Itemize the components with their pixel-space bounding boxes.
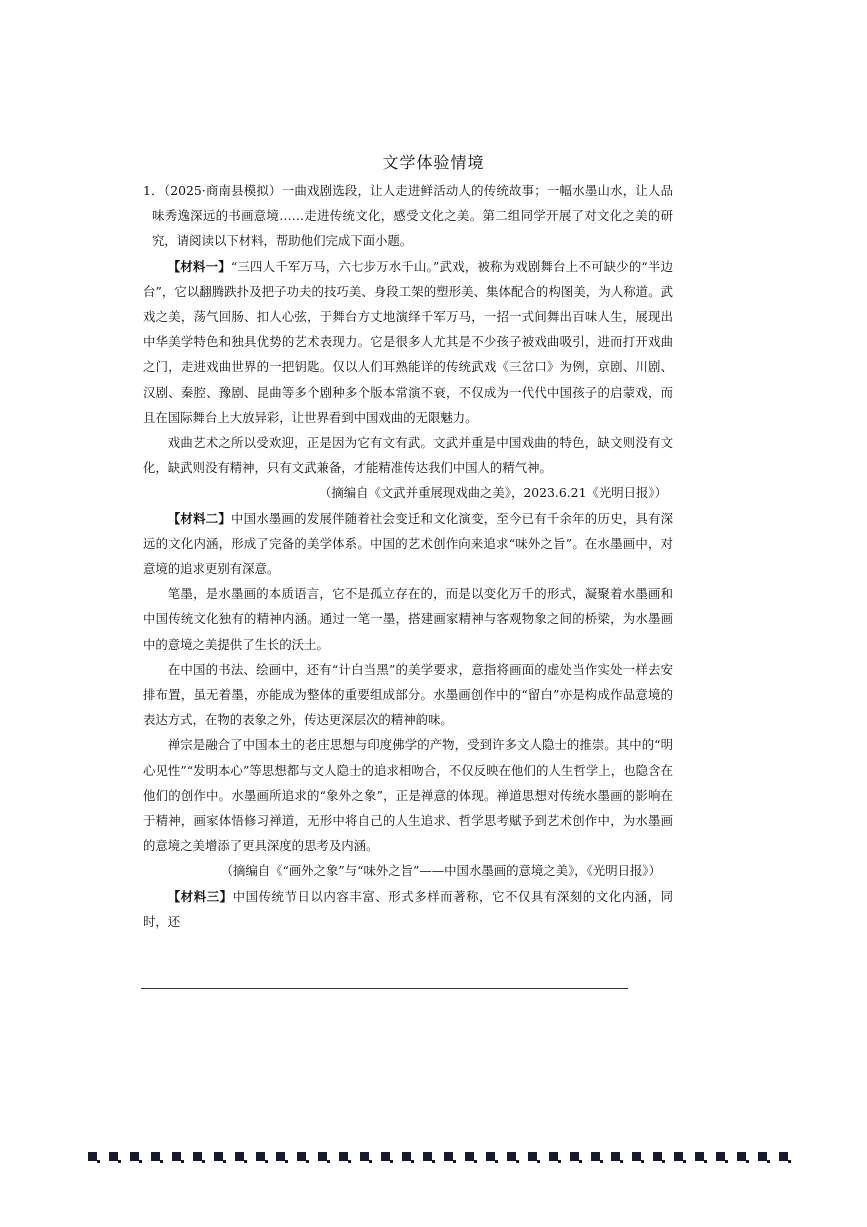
footer-mark <box>130 1152 139 1161</box>
footer-mark <box>611 1152 620 1161</box>
footer-mark <box>653 1152 662 1161</box>
footer-mark <box>297 1152 306 1161</box>
footer-mark <box>486 1152 495 1161</box>
footer-mark <box>151 1152 160 1161</box>
footer-mark <box>528 1152 537 1161</box>
material2-label: 【材料二】 <box>167 510 231 526</box>
material2-text-1: 中国水墨画的发展伴随着社会变迁和文化演变，至今已有千余年的历史，具有深远的文化内涵，形成了完备的美学体系。中国的艺术创作向来追求“味外之旨”。在水墨画中，对意境的追求更别有深意。 <box>143 510 674 577</box>
material3-paragraph-1 <box>143 884 673 934</box>
footer-mark <box>716 1152 725 1161</box>
footer-mark <box>674 1152 683 1161</box>
question-number: 1． <box>143 183 164 198</box>
footer-mark <box>193 1152 202 1161</box>
footer-mark <box>570 1152 579 1161</box>
footer-mark <box>423 1152 432 1161</box>
answer-line <box>141 988 628 989</box>
footer-mark <box>172 1152 181 1161</box>
footer-mark <box>507 1152 516 1161</box>
footer-mark <box>360 1152 369 1161</box>
footer-mark <box>591 1152 600 1161</box>
material3-label: 【材料三】 <box>167 888 233 904</box>
footer-mark <box>339 1152 348 1161</box>
question-intro <box>143 178 673 254</box>
material1-paragraph-2: 戏曲艺术之所以受欢迎，正是因为它有文有武。文武并重是中国戏曲的特色，缺文则没有文化，缺武则没有精神，只有文武兼备，才能精准传达我们中国人的精气神。 <box>143 435 673 476</box>
footer-mark <box>214 1152 223 1161</box>
footer-mark <box>695 1152 704 1161</box>
footer-mark <box>318 1152 327 1161</box>
material2-paragraph-3: 在中国的书法、绘画中，还有“计白当黑”的美学要求，意指将画面的虚处当作实处一样去安排布置，虽无着墨，亦能成为整体的重要组成部分。水墨画创作中的“留白”亦是构成作品意境的表达方式，在物的表象之外，传达更深层次的精神韵味。 <box>143 661 673 728</box>
document-body <box>143 178 673 934</box>
footer-mark <box>235 1152 244 1161</box>
material3-text-1: 中国传统节日以内容丰富、形式多样而著称，它不仅具有深刻的文化内涵，同时，还 <box>143 888 673 929</box>
footer-mark <box>632 1152 641 1161</box>
question-intro-text: （2025·商南县模拟）一曲戏剧选段，让人走进鲜活动人的传统故事；一幅水墨山水，让人品味秀逸深远的书画意境……走进传统文化，感受文化之美。第二组同学开展了对文化之美的研究，请阅读以下材料，帮助他们完成下面小题。 <box>152 183 673 249</box>
material1-source: （摘编自《文武并重展现戏曲之美》，2023.6.21《光明日报》） <box>318 485 667 501</box>
material1-label: 【材料一】 <box>167 258 231 274</box>
page-footer-decoration <box>88 1152 788 1164</box>
material2-paragraph-4: 禅宗是融合了中国本土的老庄思想与印度佛学的产物，受到许多文人隐士的推崇。其中的“明心见性”“发明本心”等思想都与文人隐士的追求相吻合，不仅反映在他们的人生哲学上，也隐含在他们的创作中。水墨画所追求的“象外之象”，正是禅意的体现。禅道思想对传统水墨画的影响在于精神，画家体悟修习禅道，无形中将自己的人生追求、哲学思考赋予到艺术创作中，为水墨画的意境之美增添了更具深度的思考及内涵。 <box>143 737 673 854</box>
footer-mark <box>758 1152 767 1161</box>
footer-mark <box>381 1152 390 1161</box>
material2-paragraph-2: 笔墨，是水墨画的本质语言，它不是孤立存在的，而是以变化万千的形式，凝聚着水墨画和中国传统文化独有的精神内涵。通过一笔一墨，搭建画家精神与客观物象之间的桥梁，为水墨画中的意境之美提供了生长的沃土。 <box>143 586 673 652</box>
footer-mark <box>465 1152 474 1161</box>
material2-paragraph-1 <box>143 506 673 582</box>
footer-mark <box>549 1152 558 1161</box>
material2-source: （摘编自《“画外之象”与“味外之旨”——中国水墨画的意境之美》，《光明日报》） <box>220 863 661 879</box>
footer-mark <box>402 1152 411 1161</box>
footer-mark <box>109 1152 118 1161</box>
footer-mark <box>444 1152 453 1161</box>
page-title: 文学体验情境 <box>382 153 485 172</box>
footer-mark <box>737 1152 746 1161</box>
footer-mark <box>276 1152 285 1161</box>
material1-paragraph-1 <box>143 254 673 430</box>
material1-text-1: “三四人千军万马，六七步万水千山。”武戏，被称为戏剧舞台上不可缺少的“半边台”，它以翻腾跌扑及把子功夫的技巧美、身段工架的塑形美、集体配合的构图美，为人称道。武戏之美，荡气回肠、扣人心弦，于舞台方丈地演绎千军万马，一招一式间舞出百味人生，展现出中华美学特色和独具优势的艺术表现力。它是很多人尤其是不少孩子被戏曲吸引，进而打开戏曲之门，走进戏曲世界的一把钥匙。仅以人们耳熟能详的传统武戏《三岔口》为例，京剧、川剧、汉剧、秦腔、豫剧、昆曲等多个剧种多个版本常演不衰，不仅成为一代代中国孩子的启蒙戏，而且在国际舞台上大放异彩，让世界看到中国戏曲的无限魅力。 <box>143 258 673 425</box>
footer-mark <box>88 1152 97 1161</box>
footer-mark <box>256 1152 265 1161</box>
footer-mark <box>779 1152 788 1161</box>
